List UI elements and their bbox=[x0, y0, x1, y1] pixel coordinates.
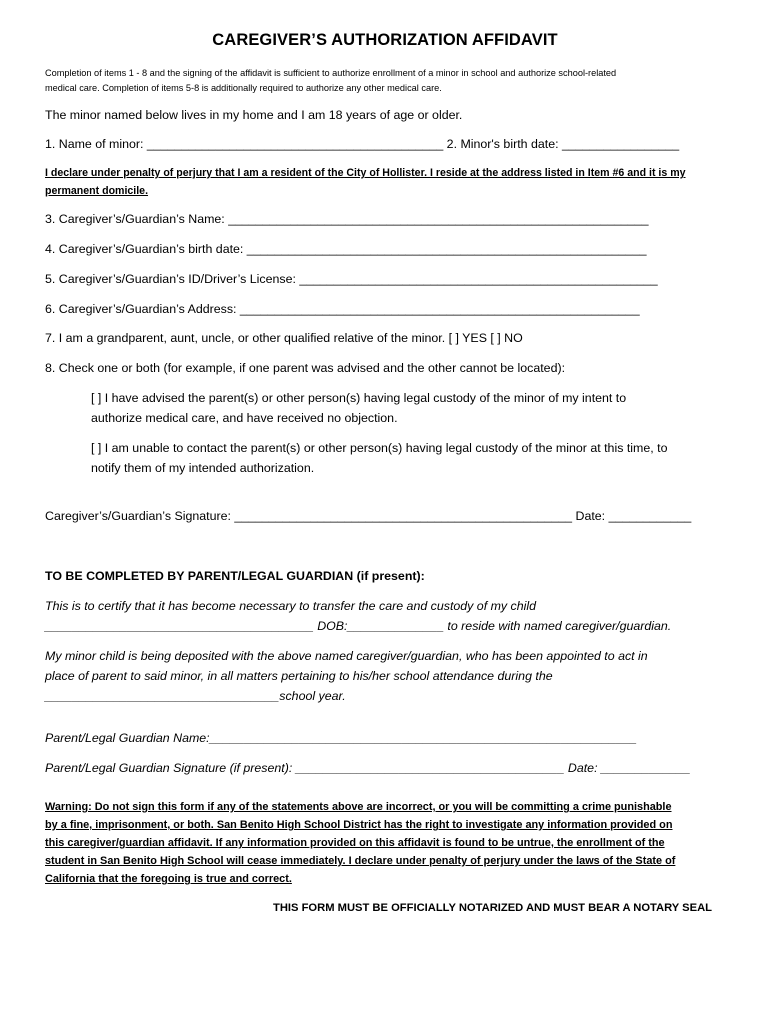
notary-requirement: THIS FORM MUST BE OFFICIALLY NOTARIZED AND MUST BEAR A NOTARY SEAL bbox=[273, 902, 713, 914]
warning-line-5: California that the foregoing is true and correct. bbox=[45, 873, 292, 885]
warning-line-4: student in San Benito High School will cease immediately. I declare under penalty of perjury under the laws of the State of bbox=[45, 855, 676, 867]
option-unable-continued: notify them of my intended authorization. bbox=[91, 461, 315, 475]
warning-line-1: Warning: Do not sign this form if any of the statements above are incorrect, or you will be committing a crime punishable bbox=[45, 801, 672, 813]
caregiver-signature-line[interactable]: Caregiver’s/Guardian’s Signature: _________________________________________________ Date: ____________ bbox=[45, 509, 692, 523]
residency-statement: The minor named below lives in my home and I am 18 years of age or older. bbox=[45, 108, 463, 122]
intro-line-1: Completion of items 1 - 8 and the signing of the affidavit is sufficient to authorize enrollment of a minor in school and authorize school-related bbox=[45, 68, 617, 78]
perjury-declaration-line-2: permanent domicile. bbox=[45, 185, 149, 197]
item-4-caregiver-birthdate[interactable]: 4. Caregiver’s/Guardian’s birth date: __________________________________________________________ bbox=[45, 242, 647, 256]
item-1-minor-name-birthdate[interactable]: 1. Name of minor: ___________________________________________ 2. Minor's birth date: _________________ bbox=[45, 137, 680, 151]
perjury-declaration-line-1: I declare under penalty of perjury that I am a resident of the City of Hollister. I reside at the address listed in Item #6 and it is my bbox=[45, 167, 686, 179]
intro-line-2: medical care. Completion of items 5-8 is additionally required to authorize any other medical care. bbox=[45, 83, 442, 93]
document-title: CAREGIVER’S AUTHORIZATION AFFIDAVIT bbox=[212, 31, 558, 49]
item-5-caregiver-id[interactable]: 5. Caregiver’s/Guardian’s ID/Driver’s License: ____________________________________________________ bbox=[45, 272, 658, 286]
item-3-caregiver-name[interactable]: 3. Caregiver’s/Guardian’s Name: _____________________________________________________________ bbox=[45, 212, 649, 226]
item-6-caregiver-address[interactable]: 6. Caregiver’s/Guardian’s Address: __________________________________________________________ bbox=[45, 302, 640, 316]
parent-section-heading: TO BE COMPLETED BY PARENT/LEGAL GUARDIAN (if present): bbox=[45, 569, 425, 583]
item-7-relative-question[interactable]: 7. I am a grandparent, aunt, uncle, or other qualified relative of the minor. [ ] YES [ ] NO bbox=[45, 331, 523, 345]
warning-line-2: by a fine, imprisonment, or both. San Benito High School District has the right to investigate any information provided on bbox=[45, 819, 673, 831]
parent-guardian-signature-line[interactable]: Parent/Legal Guardian Signature (if present): _______________________________________ Date: _____________ bbox=[45, 761, 691, 775]
item-8-instructions: 8. Check one or both (for example, if one parent was advised and the other cannot be located): bbox=[45, 361, 566, 375]
deposit-line-3-school-year[interactable]: __________________________________school year. bbox=[45, 689, 346, 703]
certify-line-2-child-dob[interactable]: _______________________________________ DOB:______________ to reside with named caregiver/guardian. bbox=[45, 619, 672, 633]
certify-line-1: This is to certify that it has become necessary to transfer the care and custody of my child bbox=[45, 599, 537, 613]
warning-line-3: this caregiver/guardian affidavit. If any information provided on this affidavit is found to be untrue, the enrollment of the bbox=[45, 837, 665, 849]
option-advised-checkbox-line[interactable]: [ ] I have advised the parent(s) or other person(s) having legal custody of the minor of my intent to bbox=[91, 391, 627, 405]
deposit-line-1: My minor child is being deposited with the above named caregiver/guardian, who has been appointed to act in bbox=[45, 649, 648, 663]
parent-guardian-name-line[interactable]: Parent/Legal Guardian Name:______________________________________________________________ bbox=[45, 731, 637, 745]
option-unable-checkbox-line[interactable]: [ ] I am unable to contact the parent(s) or other person(s) having legal custody of the minor at this time, to bbox=[91, 441, 668, 455]
option-advised-continued: authorize medical care, and have received no objection. bbox=[91, 411, 398, 425]
deposit-line-2: place of parent to said minor, in all matters pertaining to his/her school attendance during the bbox=[45, 669, 553, 683]
